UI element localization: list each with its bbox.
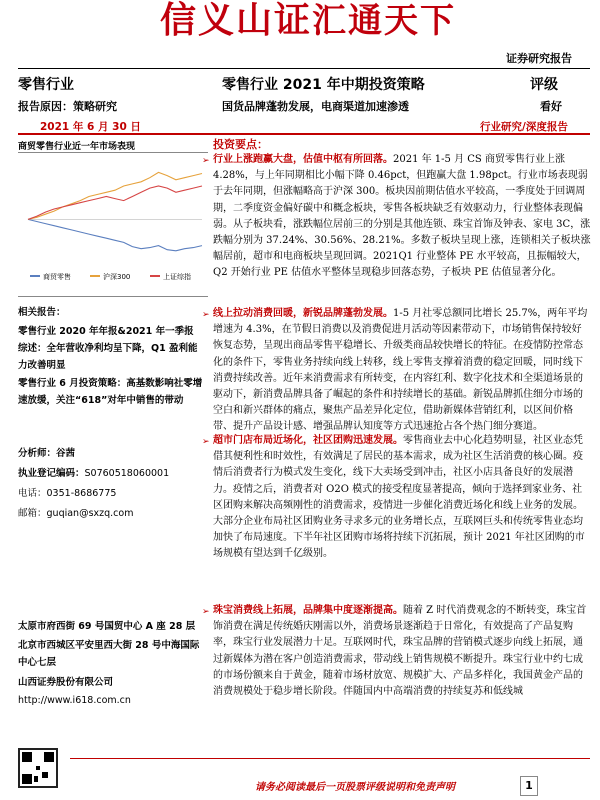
related-report-2-title[interactable]: 零售行业 6 月投资策略：高基数影响社零增速放缓，关注“618”对年中销售的带动 bbox=[18, 378, 203, 406]
slogan-part1: 信义 bbox=[160, 0, 237, 41]
footer-rule bbox=[70, 758, 590, 759]
email-label: 邮箱： bbox=[18, 508, 47, 519]
phone-label: 电话： bbox=[18, 488, 47, 499]
slogan-part3: 汇通天下 bbox=[312, 1, 457, 41]
phone-line bbox=[18, 485, 203, 502]
brand-slogan bbox=[160, 0, 456, 43]
chart-title-rule bbox=[18, 152, 208, 153]
legend-label-1: 沪深300 bbox=[103, 273, 131, 281]
point-3 bbox=[202, 433, 591, 563]
related-report-1[interactable] bbox=[18, 323, 203, 374]
report-date: 2021 年 6 月 30 日 bbox=[40, 121, 141, 133]
market-performance-chart bbox=[22, 156, 208, 286]
point-3-head: 超市门店布局近场化，社区团购迅速发展。 bbox=[213, 435, 403, 446]
rating-label: 评级 bbox=[530, 77, 558, 93]
series-line-1 bbox=[28, 172, 202, 219]
industry-name: 零售行业 bbox=[18, 77, 74, 93]
point-1-body: 2021 年 1-5 月 CS 商贸零售行业上涨 4.28%，与上年同期相比小幅下降 0.46pct，但跑赢大盘 1.98pct。行业市场表现弱于去年同期，但涨幅略高于沪深 300。板块因前期估值水平较高，一季度处于回调周期，二季度资金偏好碳中和概念板块，零售各板块缺乏有效驱动力，行业整体表现偏弱。从子板块看，涨跌幅位居前三的分别是其他连锁、珠宝首饰及钟表、家电 3C，涨跌幅分别为 37.24%、30.56%、28.21%。多数子板块呈现上涨，连锁相关子板块涨幅居前，超市和电商板块呈现回调。2021Q1 行业整体 PE 水平较高，且振幅较大，Q2 开始行业 PE 估值水平整体呈现稳步回落态势，子板块 PE 估值显著分化。 bbox=[213, 154, 591, 279]
header-rule bbox=[18, 68, 590, 69]
page-number: 1 bbox=[520, 776, 538, 796]
series-line-2 bbox=[28, 186, 202, 219]
report-title: 零售行业 2021 年中期投资策略 bbox=[222, 77, 425, 93]
legend-label-0: 商贸零售 bbox=[43, 273, 71, 281]
footer-disclaimer: 请务必阅读最后一页股票评级说明和免责声明 bbox=[255, 782, 455, 793]
points-header: 投资要点： bbox=[213, 138, 268, 151]
analyst-name: 谷茜 bbox=[56, 448, 76, 459]
related-label: 相关报告： bbox=[18, 307, 66, 318]
legend-label-2: 上证综指 bbox=[163, 273, 191, 281]
cert-line bbox=[18, 465, 203, 482]
address-taiyuan: 太原市府西街 69 号国贸中心 A 座 28 层 bbox=[18, 621, 196, 632]
header-red-rule bbox=[18, 133, 590, 135]
report-subtitle: 国货品牌蓬勃发展，电商渠道加速渗透 bbox=[222, 100, 409, 113]
series-line-0 bbox=[28, 219, 202, 250]
point-1-head: 行业上涨跑赢大盘，估值中枢有所回落。 bbox=[213, 154, 393, 165]
bullet-arrow-icon: ➢ bbox=[202, 607, 210, 617]
cert-label: 执业登记编码： bbox=[18, 468, 85, 479]
qr-code-icon bbox=[18, 748, 58, 788]
point-2-head: 线上拉动消费回暖，新锐品牌蓬勃发展。 bbox=[213, 308, 393, 319]
point-4-body: 随着 Z 时代消费观念的不断转变，珠宝首饰消费在满足传统婚庆刚需以外，消费场景逐渐趋于日常化，有效提高了产品复购率，珠宝行业发展潜力十足。互联网时代，珠宝品牌的营销模式逐步向线上拓展，通过新媒体为潜在客户创造消费需求，带动线上销售规模不断提升。珠宝行业中约七成的市场份额来自于黄金，随着市场材放宽、规模扩大、产品多样化，我国黄金产品的消费规模处于稳步增长阶段。伴随国内中高端消费的持续复苏和低线城 bbox=[213, 605, 587, 698]
analyst-label: 分析师： bbox=[18, 448, 57, 459]
report-type: 证券研究报告 bbox=[506, 52, 572, 65]
company-website[interactable]: http://www.i618.com.cn bbox=[18, 695, 131, 706]
bullet-arrow-icon: ➢ bbox=[202, 310, 210, 320]
point-2 bbox=[202, 306, 591, 436]
email-line bbox=[18, 505, 203, 522]
company-name: 山西证券股份有限公司 bbox=[18, 677, 114, 688]
cert-number: S0760518060001 bbox=[84, 468, 170, 479]
related-report-2[interactable] bbox=[18, 375, 203, 409]
analyst-line bbox=[18, 445, 203, 462]
point-3-body: 零售商业去中心化趋势明显，社区业态凭借其便利性和时效性，有效满足了居民的基本需求，成为社区生活消费的核心圈。疫情后消费者行为模式发生变化，线下大卖场受到冲击，社区小店具备良好的发展潜力。疫情之后，消费者对 O2O 模式的接受程度显著提高，倾向于选择到家业务、社区团购来解决高频刚性的消费需求，疫情进一步催化消费近场化和线上业务的发展。大部分企业布局社区团购业务寻求多元的业务增长点，互联网巨头和传统零售业态均加快了布局速度。下半年社区团购市场将持续下沉拓展，预计 2021 年社区团购的市场规模有望达到千亿级别。 bbox=[213, 435, 585, 560]
slogan-part2: 山证 bbox=[236, 0, 313, 41]
rating-value: 看好 bbox=[540, 100, 562, 113]
related-report-1-title[interactable]: 零售行业 2020 年年报&2021 年一季报综述：全年营收净利均呈下降，Q1 盈利能力改善明显 bbox=[18, 326, 198, 371]
chart-title: 商贸零售行业近一年市场表现 bbox=[18, 142, 136, 152]
email-address[interactable]: guqian@sxzq.com bbox=[46, 508, 134, 519]
point-2-body: 1-5 月社零总额同比增长 25.7%，两年平均增速为 4.3%，在节假日消费以及消费促进月活动等因素带动下，市场销售保持较好恢复态势，呈现出商品零售平稳增长、升级类商品较快增长的特征。在疫情防控常态化的条件下，零售业务持续向线上转移，线上零售支撑着消费的稳定回暖，同时线下消费持续改善。近年来消费需求有所转变，在内容红利、数字化技术和全渠道场景的驱动下，新消费品牌具备了崛起的条件和持续增长的基础。新锐品牌抓住细分市场的空白和新兴群体的痛点，聚焦产品差异化定位，借助新媒体营销红利，以区间价格带、提升产品设计感、增强品牌认知度等方式迅速抢占各个热门细分赛道。 bbox=[213, 308, 588, 433]
bullet-arrow-icon: ➢ bbox=[202, 156, 210, 166]
point-4 bbox=[202, 603, 591, 700]
point-4-head: 珠宝消费线上拓展，品牌集中度逐渐提高。 bbox=[213, 605, 403, 616]
address-beijing: 北京市西城区平安里西大街 28 号中海国际中心七层 bbox=[18, 640, 200, 668]
bullet-arrow-icon: ➢ bbox=[202, 437, 210, 447]
phone-number: 0351-8686775 bbox=[46, 488, 117, 499]
point-1 bbox=[202, 152, 591, 282]
report-category: 行业研究/深度报告 bbox=[480, 121, 568, 133]
chart-bottom-rule bbox=[18, 296, 208, 297]
report-reason: 报告原因：策略研究 bbox=[18, 100, 117, 113]
